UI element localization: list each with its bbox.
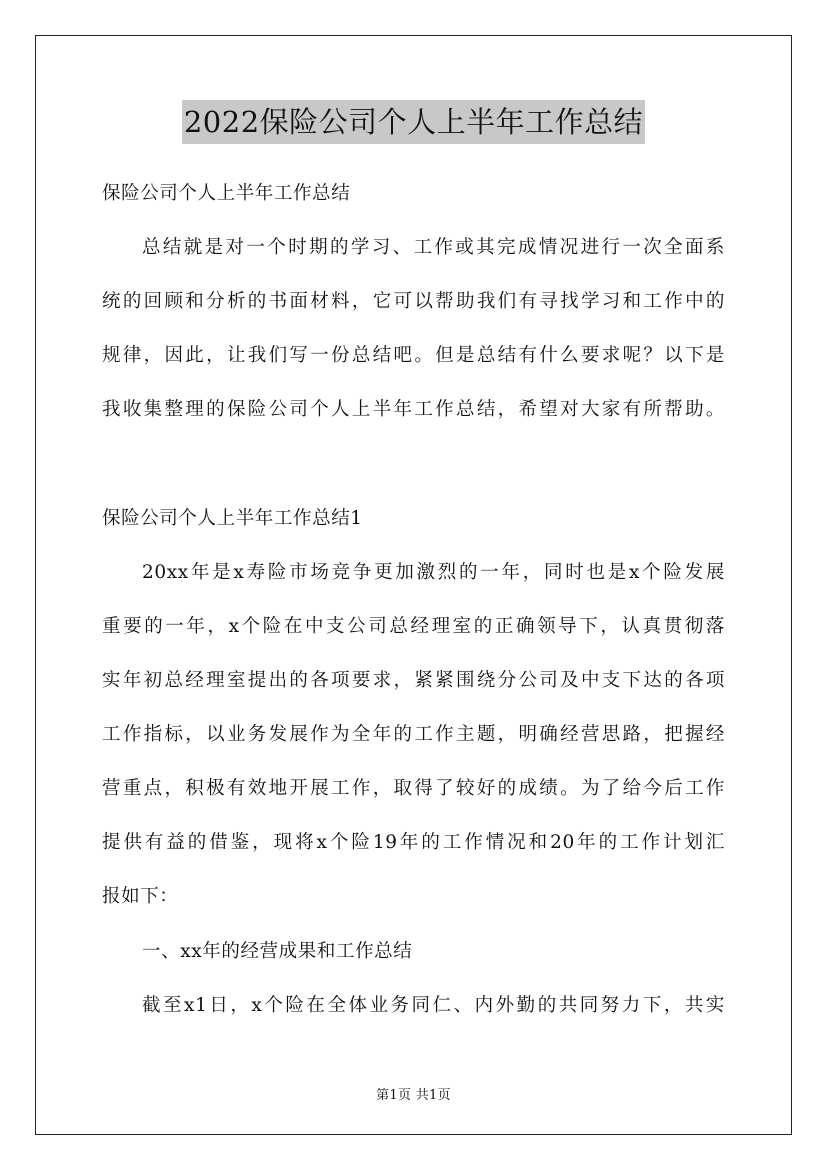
body-line-4: 工作指标，以业务发展作为全年的工作主题，明确经营思路，把握经 (102, 724, 725, 745)
body-line-6: 提供有益的借鉴，现将x个险19年的工作情况和20年的工作计划汇 (102, 832, 725, 853)
intro-line-2: 统的回顾和分析的书面材料，它可以帮助我们有寻找学习和工作中的 (102, 291, 725, 312)
intro-line-3: 规律，因此，让我们写一份总结吧。但是总结有什么要求呢？以下是 (102, 345, 725, 366)
body-line-2: 重要的一年，x个险在中支公司总经理室的正确领导下，认真贯彻落 (102, 616, 725, 637)
document-title: 2022保险公司个人上半年工作总结 (182, 100, 645, 144)
document-subtitle: 保险公司个人上半年工作总结 (102, 183, 351, 204)
body-line-7: 报如下： (102, 886, 179, 907)
section-heading: 保险公司个人上半年工作总结1 (102, 508, 363, 529)
title-container (0, 100, 827, 144)
body-line-1: 20xx年是x寿险市场竞争更加激烈的一年，同时也是x个险发展 (142, 562, 725, 583)
intro-line-1: 总结就是对一个时期的学习、工作或其完成情况进行一次全面系 (142, 237, 725, 258)
last-line: 截至x1日，x个险在全体业务同仁、内外勤的共同努力下，共实 (142, 995, 725, 1016)
body-line-3: 实年初总经理室提出的各项要求，紧紧围绕分公司及中支下达的各项 (102, 670, 725, 691)
body-line-5: 营重点，积极有效地开展工作，取得了较好的成绩。为了给今后工作 (102, 778, 725, 799)
page-footer: 第1页 共1页 (376, 1088, 451, 1103)
intro-line-4: 我收集整理的保险公司个人上半年工作总结，希望对大家有所帮助。 (102, 399, 725, 420)
subheading: 一、xx年的经营成果和工作总结 (142, 941, 413, 962)
